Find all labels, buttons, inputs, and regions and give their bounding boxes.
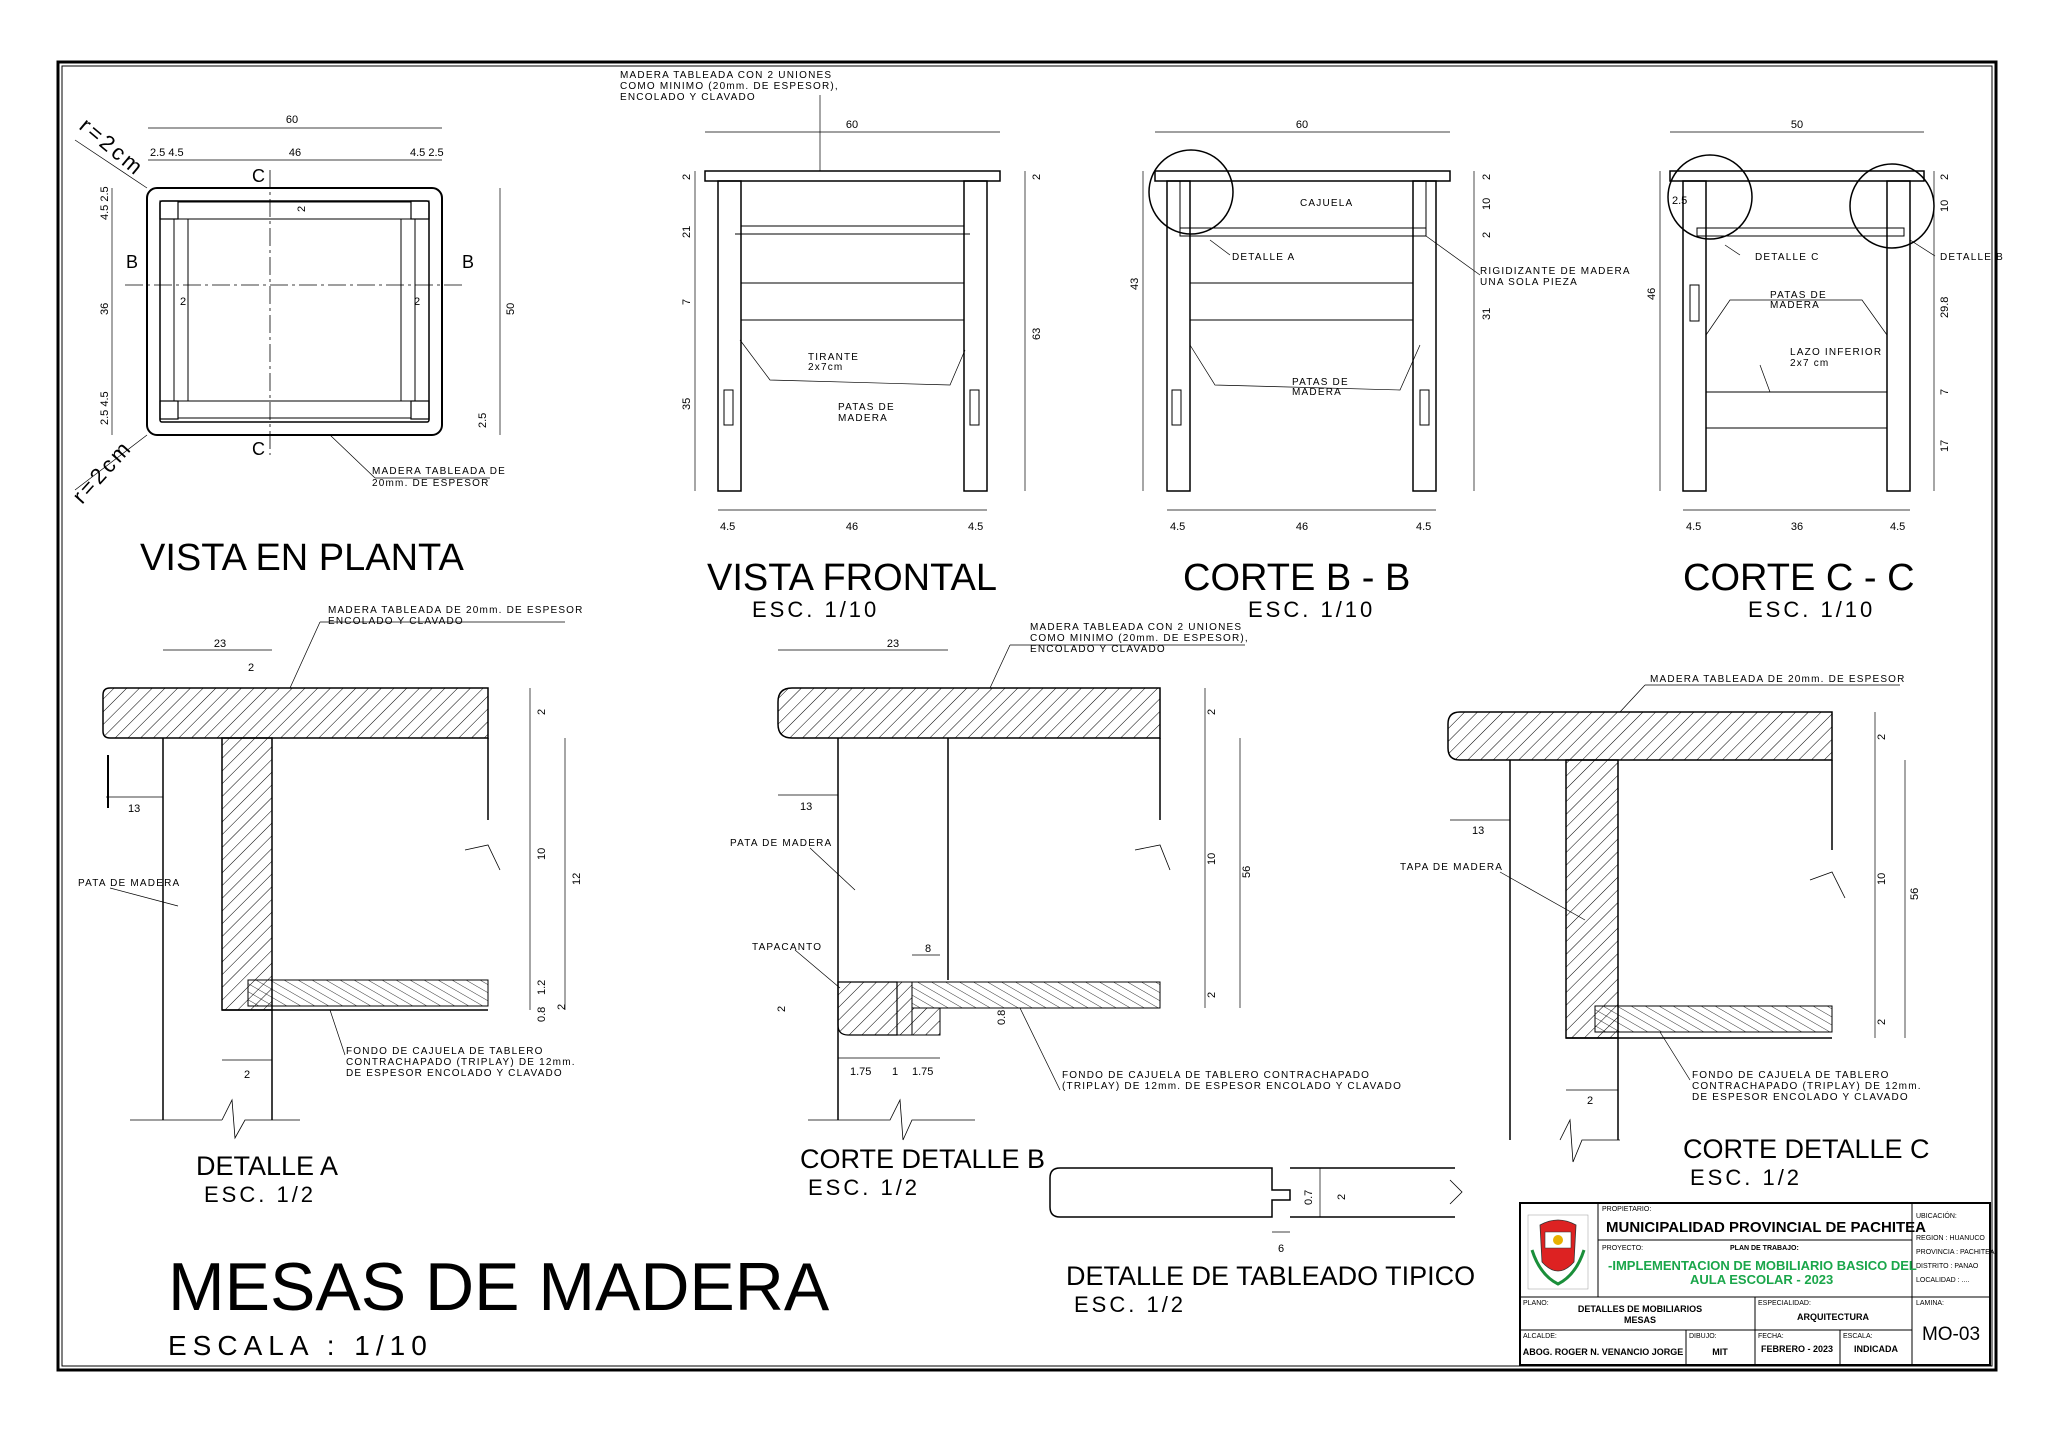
tb-alcalde-label: ALCALDE: xyxy=(1523,1333,1557,1340)
section-c-view xyxy=(1660,132,1935,510)
detb-dim-top: 23 xyxy=(886,638,900,650)
tb-escala-label: ESCALA: xyxy=(1843,1333,1873,1340)
secb-dim-r-a: 2 xyxy=(1481,173,1493,180)
detc-dim-r-total: 56 xyxy=(1909,887,1921,900)
secb-patas-1: PATAS DE xyxy=(1292,377,1349,388)
front-dim-r-total: 63 xyxy=(1031,327,1043,340)
secc-patas-2: MADERA xyxy=(1770,300,1820,311)
plan-dim-tl: 2.5 4.5 xyxy=(150,147,184,159)
detb-dim-eight: 8 xyxy=(925,943,932,955)
detb-dim-r-b: 10 xyxy=(1206,852,1218,865)
front-dim-l-c: 7 xyxy=(681,298,693,305)
tb-dibujo-label: DIBUJO: xyxy=(1689,1333,1717,1340)
detc-dim-left: 13 xyxy=(1472,825,1485,837)
secb-dim-left: 43 xyxy=(1129,277,1141,290)
secb-dim-r-d: 31 xyxy=(1481,307,1493,320)
deta-dim-r-f: 2 xyxy=(556,1003,568,1010)
detb-note-1: MADERA TABLEADA CON 2 UNIONES xyxy=(1030,622,1243,633)
secc-lazo-2: 2x7 cm xyxy=(1790,358,1830,369)
tab-dim-a: 0.7 xyxy=(1303,1189,1315,1205)
plan-dim-right: 50 xyxy=(505,302,517,315)
front-dim-bot-l: 4.5 xyxy=(720,521,736,533)
detb-note-2: COMO MINIMO (20mm. DE ESPESOR), xyxy=(1030,633,1249,644)
secb-dim-top: 60 xyxy=(1295,119,1309,131)
front-tirante-1: TIRANTE xyxy=(808,352,860,363)
deta-fondo-2: CONTRACHAPADO (TRIPLAY) DE 12mm. xyxy=(346,1057,576,1068)
front-note-1: MADERA TABLEADA CON 2 UNIONES xyxy=(620,70,833,81)
plan-title: VISTA EN PLANTA xyxy=(140,537,464,579)
plan-cut-c-bot: C xyxy=(252,439,265,459)
tb-escala: INDICADA xyxy=(1854,1344,1898,1354)
front-dim-r-a: 2 xyxy=(1031,173,1043,180)
detb-dim-mid: 0.8 xyxy=(996,1009,1008,1025)
detb-dim-left: 13 xyxy=(800,801,813,813)
section-b-view xyxy=(1143,132,1480,510)
tb-ubicacion-label: UBICACIÓN: xyxy=(1916,1213,1957,1220)
front-dim-top: 60 xyxy=(845,119,859,131)
main-title: MESAS DE MADERA xyxy=(168,1249,830,1325)
detc-title: CORTE DETALLE C xyxy=(1683,1134,1930,1164)
deta-title: DETALLE A xyxy=(196,1151,339,1181)
deta-dim-r-a: 2 xyxy=(536,708,548,715)
detc-dim-r-c: 2 xyxy=(1876,1018,1888,1025)
tb-fecha-label: FECHA: xyxy=(1758,1333,1784,1340)
secb-detalle: DETALLE A xyxy=(1232,252,1296,263)
plan-dim-left-top: 4.5 2.5 xyxy=(99,186,111,220)
detail-b-view xyxy=(778,645,1245,1140)
tb-plano-2: MESAS xyxy=(1623,1315,1657,1325)
secb-cajuela: CAJUELA xyxy=(1300,198,1354,209)
plan-dim-inner-c: 2 xyxy=(414,296,421,308)
deta-dim-left: 13 xyxy=(128,803,141,815)
front-scale: ESC. 1/10 xyxy=(752,597,880,622)
secc-lazo-1: LAZO INFERIOR xyxy=(1790,347,1883,358)
deta-note-1: MADERA TABLEADA DE 20mm. DE ESPESOR xyxy=(328,605,584,616)
deta-dim-top: 23 xyxy=(213,638,227,650)
secc-dim-r-d: 7 xyxy=(1939,388,1951,395)
front-dim-bot-mid: 46 xyxy=(845,521,859,533)
secc-dim-r-c: 29.8 xyxy=(1939,296,1951,318)
secc-dim-bot-mid: 36 xyxy=(1790,521,1804,533)
plan-dim-left-bot: 2.5 4.5 xyxy=(99,391,111,425)
secc-dim-bot-l: 4.5 xyxy=(1686,521,1702,533)
front-dim-l-b: 21 xyxy=(681,225,693,238)
tb-provincia: PROVINCIA : PACHITEA xyxy=(1916,1249,1995,1256)
secb-rigid-1: RIGIDIZANTE DE MADERA xyxy=(1480,266,1631,277)
tableado-view xyxy=(1050,1168,1462,1232)
tb-plano-1: DETALLES DE MOBILIARIOS xyxy=(1577,1304,1703,1314)
tab-scale: ESC. 1/2 xyxy=(1074,1292,1187,1317)
plan-view xyxy=(75,128,500,490)
plan-dim-tr: 4.5 2.5 xyxy=(410,147,444,159)
plan-cut-c-top: C xyxy=(252,166,265,186)
plan-dim-inner-a: 2 xyxy=(296,205,308,212)
deta-dim-r-e: 12 xyxy=(571,872,583,885)
deta-dim-r-b: 10 xyxy=(536,847,548,860)
front-tirante-2: 2x7cm xyxy=(808,362,844,373)
detb-tapacanto: TAPACANTO xyxy=(752,942,823,953)
detb-dim-r-c: 2 xyxy=(1206,991,1218,998)
secc-dim-r-b: 10 xyxy=(1939,199,1951,212)
front-note-3: ENCOLADO Y CLAVADO xyxy=(620,92,756,103)
deta-dim-top2: 2 xyxy=(248,662,255,674)
secc-title: CORTE C - C xyxy=(1683,557,1915,599)
detb-dim-r-total: 56 xyxy=(1241,865,1253,878)
peru-coat-of-arms-icon xyxy=(1528,1215,1588,1289)
secb-dim-bot-mid: 46 xyxy=(1295,521,1309,533)
detc-fondo-2: CONTRACHAPADO (TRIPLAY) DE 12mm. xyxy=(1692,1081,1922,1092)
secb-dim-bot-l: 4.5 xyxy=(1170,521,1186,533)
detc-dim-r-b: 10 xyxy=(1876,872,1888,885)
detb-dim-b-b: 1 xyxy=(892,1066,899,1078)
detc-fondo-3: DE ESPESOR ENCOLADO Y CLAVADO xyxy=(1692,1092,1909,1103)
secc-dim-r-e: 17 xyxy=(1939,439,1951,452)
detc-fondo-1: FONDO DE CAJUELA DE TABLERO xyxy=(1692,1070,1890,1081)
secc-dim-r-a: 2 xyxy=(1939,173,1951,180)
secc-scale: ESC. 1/10 xyxy=(1748,597,1876,622)
front-note-2: COMO MINIMO (20mm. DE ESPESOR), xyxy=(620,81,839,92)
tb-propietario-label: PROPIETARIO: xyxy=(1602,1206,1652,1213)
deta-pata: PATA DE MADERA xyxy=(78,878,181,889)
tb-dibujo: MIT xyxy=(1712,1347,1728,1357)
front-title: VISTA FRONTAL xyxy=(707,557,997,599)
tb-distrito: DISTRITO : PANAO xyxy=(1916,1263,1979,1270)
plan-cut-b-right: B xyxy=(462,252,475,272)
detb-dim-b-a: 1.75 xyxy=(850,1066,872,1078)
tb-lamina-label: LAMINA: xyxy=(1916,1300,1945,1307)
front-patas-2: MADERA xyxy=(838,413,888,424)
detb-dim-l-two: 2 xyxy=(776,1005,788,1012)
secc-detalle-c: DETALLE C xyxy=(1755,252,1820,263)
tb-fecha: FEBRERO - 2023 xyxy=(1760,1344,1834,1354)
deta-scale: ESC. 1/2 xyxy=(204,1182,317,1207)
tb-especialidad: ARQUITECTURA xyxy=(1797,1312,1869,1322)
plan-note-tablero-1: MADERA TABLEADA DE xyxy=(372,466,507,477)
secb-patas-2: MADERA xyxy=(1292,387,1342,398)
detb-dim-b-c: 1.75 xyxy=(912,1066,934,1078)
detc-note: MADERA TABLEADA DE 20mm. DE ESPESOR xyxy=(1650,674,1906,685)
plan-dim-inner-b: 2 xyxy=(180,296,187,308)
detc-tapa: TAPA DE MADERA xyxy=(1400,862,1504,873)
tb-alcalde: ABOG. ROGER N. VENANCIO JORGE xyxy=(1522,1347,1684,1357)
deta-fondo-3: DE ESPESOR ENCOLADO Y CLAVADO xyxy=(346,1068,563,1079)
plan-radius-bot: r=2cm xyxy=(67,434,138,509)
detb-title: CORTE DETALLE B xyxy=(800,1144,1046,1174)
plan-dim-top: 60 xyxy=(285,114,299,126)
tb-region: REGION : HUANUCO xyxy=(1916,1235,1985,1242)
front-dim-l-d: 35 xyxy=(681,397,693,410)
deta-fondo-1: FONDO DE CAJUELA DE TABLERO xyxy=(346,1046,544,1057)
detc-dim-r-a: 2 xyxy=(1876,733,1888,740)
secc-dim-top: 50 xyxy=(1790,119,1804,131)
deta-dim-r-c: 1.2 xyxy=(536,979,548,995)
deta-dim-r-d: 0.8 xyxy=(536,1006,548,1022)
tb-plano-label: PLANO: xyxy=(1523,1300,1549,1307)
tab-title: DETALLE DE TABLEADO TIPICO xyxy=(1066,1261,1476,1291)
tab-dim-b: 2 xyxy=(1336,1193,1348,1200)
detb-pata: PATA DE MADERA xyxy=(730,838,833,849)
detb-fondo-2: (TRIPLAY) DE 12mm. DE ESPESOR ENCOLADO Y CLAVADO xyxy=(1062,1081,1403,1092)
secc-patas-1: PATAS DE xyxy=(1770,290,1827,301)
plan-note-tablero-2: 20mm. DE ESPESOR xyxy=(372,478,490,489)
secc-detalle-b: DETALLE B xyxy=(1940,252,2004,263)
tab-dim-c: 6 xyxy=(1278,1243,1285,1255)
plan-radius-top: r=2cm xyxy=(74,112,150,182)
tb-proyecto-1: -IMPLEMENTACION DE MOBILIARIO BASICO DEL xyxy=(1608,1258,1917,1273)
secb-rigid-2: UNA SOLA PIEZA xyxy=(1480,277,1578,288)
secb-dim-bot-r: 4.5 xyxy=(1416,521,1432,533)
detc-scale: ESC. 1/2 xyxy=(1690,1165,1803,1190)
plan-dim-inner-d: 2.5 xyxy=(477,412,489,428)
front-dim-bot-r: 4.5 xyxy=(968,521,984,533)
front-patas-1: PATAS DE xyxy=(838,402,895,413)
main-scale: ESCALA : 1/10 xyxy=(168,1330,433,1361)
plan-dim-left: 36 xyxy=(99,302,111,315)
tb-propietario: MUNICIPALIDAD PROVINCIAL DE PACHITEA xyxy=(1606,1219,1927,1236)
detb-note-3: ENCOLADO Y CLAVADO xyxy=(1030,644,1166,655)
detb-scale: ESC. 1/2 xyxy=(808,1175,921,1200)
secb-dim-r-b: 10 xyxy=(1481,197,1493,210)
secc-dim-bot-r: 4.5 xyxy=(1890,521,1906,533)
tb-localidad: LOCALIDAD : .... xyxy=(1916,1277,1970,1284)
tb-lamina: MO-03 xyxy=(1921,1324,1981,1345)
deta-note-2: ENCOLADO Y CLAVADO xyxy=(328,616,464,627)
secb-title: CORTE B - B xyxy=(1183,557,1411,599)
secb-scale: ESC. 1/10 xyxy=(1248,597,1376,622)
tb-plan-label: PLAN DE TRABAJO: xyxy=(1730,1245,1799,1252)
front-dim-l-a: 2 xyxy=(681,173,693,180)
tb-proyecto-label: PROYECTO: xyxy=(1602,1245,1644,1252)
tb-especialidad-label: ESPECIALIDAD: xyxy=(1758,1300,1811,1307)
secb-dim-r-c: 2 xyxy=(1481,231,1493,238)
secc-dim-left: 46 xyxy=(1646,287,1658,300)
secc-dim-inner: 2.5 xyxy=(1672,195,1688,207)
front-view xyxy=(695,95,1025,510)
detb-fondo-1: FONDO DE CAJUELA DE TABLERO CONTRACHAPADO xyxy=(1062,1070,1371,1081)
detc-dim-bottom: 2 xyxy=(1587,1095,1594,1107)
plan-dim-mid: 46 xyxy=(288,147,302,159)
deta-dim-bottom: 2 xyxy=(244,1069,251,1081)
detb-dim-r-a: 2 xyxy=(1206,708,1218,715)
tb-proyecto-2: AULA ESCOLAR - 2023 xyxy=(1690,1272,1834,1287)
plan-cut-b-left: B xyxy=(126,252,139,272)
